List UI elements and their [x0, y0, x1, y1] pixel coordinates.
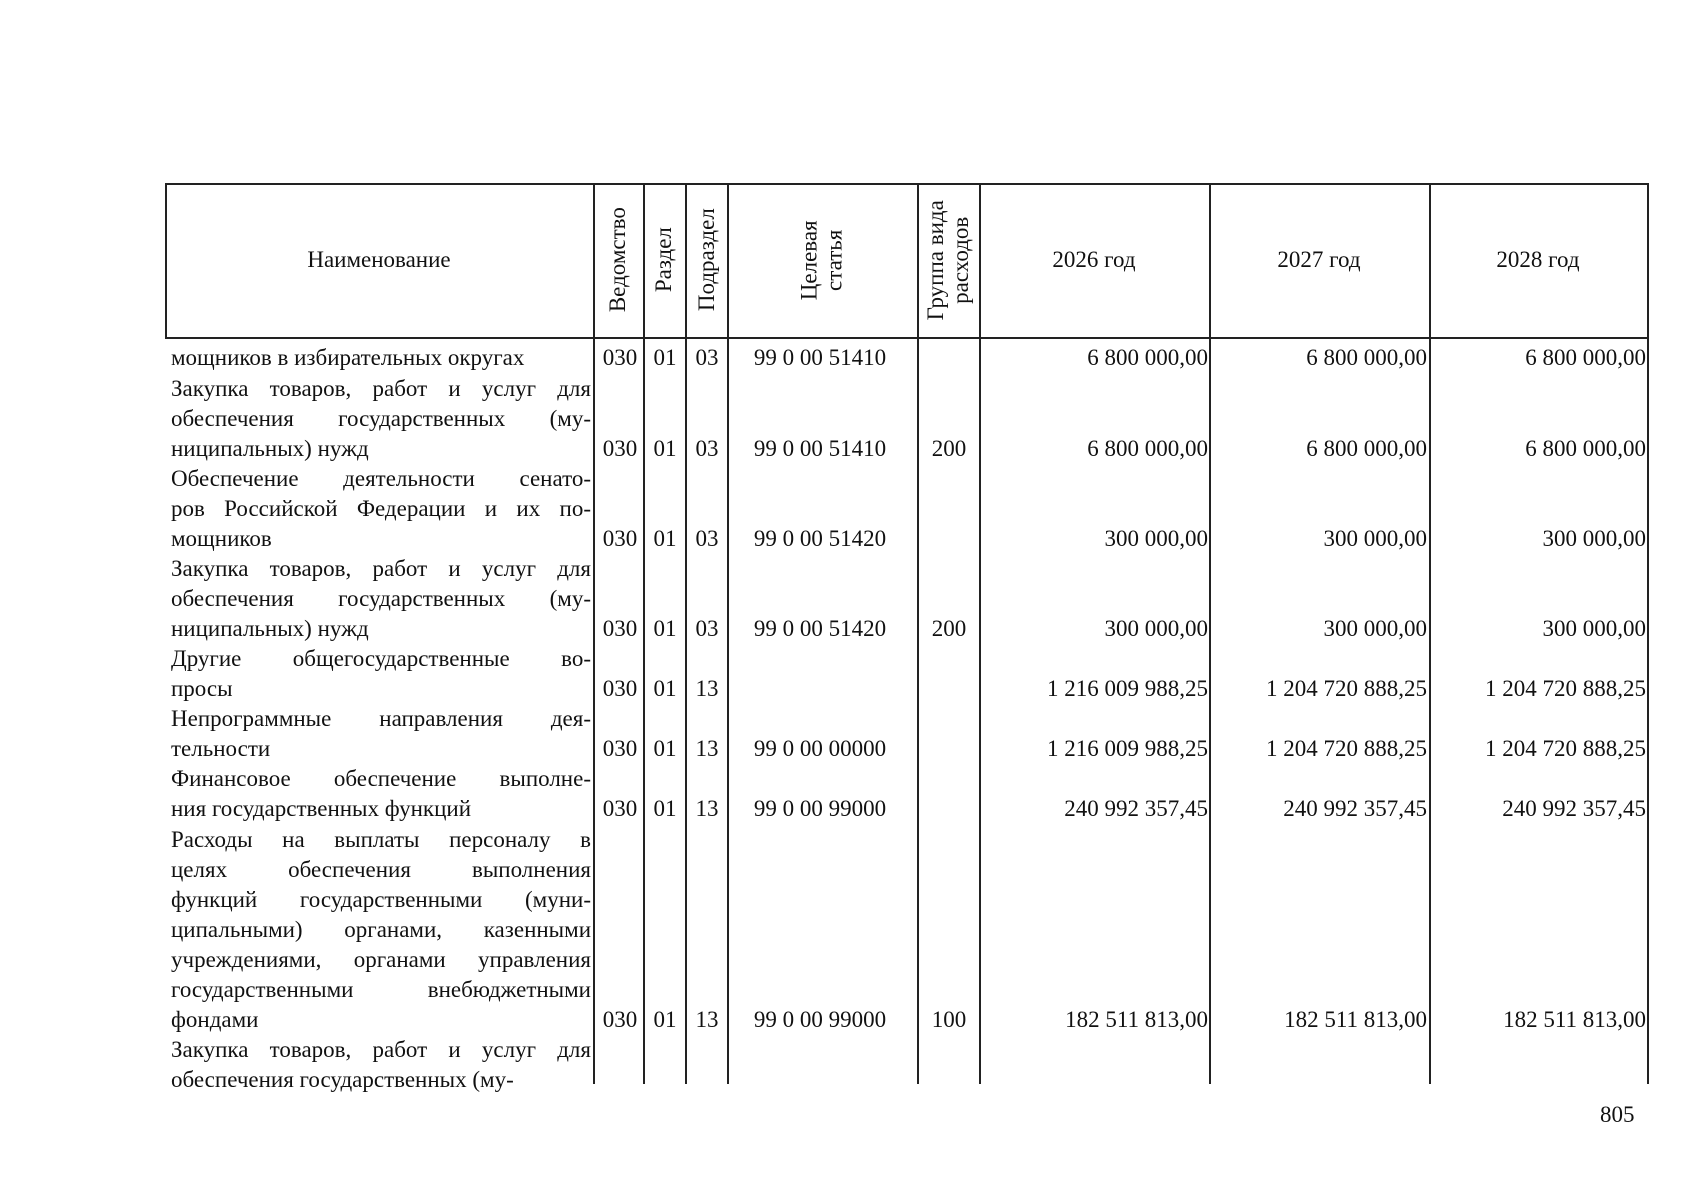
header-podrazdel-label: Подраздел	[693, 208, 719, 312]
row-amount-2026: 6 800 000,00	[1087, 436, 1208, 461]
row-name	[171, 644, 591, 704]
row-amount-2026: 300 000,00	[1104, 616, 1208, 641]
row-razdel: 01	[653, 436, 677, 461]
row-name-line: Обеспечение деятельности сенато-	[171, 466, 591, 491]
row-podrazdel: 13	[695, 1007, 719, 1032]
row-amount-2028: 300 000,00	[1542, 616, 1646, 641]
table-row	[165, 374, 1648, 464]
row-podrazdel: 03	[695, 436, 719, 461]
row-amount-2027	[1209, 1065, 1427, 1095]
row-amount-2028: 182 511 813,00	[1503, 1007, 1646, 1032]
row-podrazdel: 13	[695, 736, 719, 761]
table-row	[165, 704, 1648, 764]
row-name-line: тельности	[171, 736, 271, 761]
row-name	[171, 1035, 591, 1095]
table-row	[165, 764, 1648, 824]
row-name-line: ципальными) органами, казенными	[171, 917, 591, 942]
row-vedomstvo: 030	[602, 526, 638, 551]
row-amount-2027: 6 800 000,00	[1306, 345, 1427, 370]
header-vedomstvo-wrap	[593, 183, 643, 337]
row-amount-2027: 6 800 000,00	[1306, 436, 1427, 461]
row-vedomstvo: 030	[602, 345, 638, 370]
row-razdel: 01	[653, 1007, 677, 1032]
row-name-line: ров Российской Федерации и их по-	[171, 496, 591, 521]
header-year-2027: 2027 год	[1277, 246, 1361, 272]
row-name	[171, 825, 591, 1035]
row-amount-2026	[983, 1065, 1208, 1095]
row-amount-2028	[1429, 1065, 1646, 1095]
row-podrazdel: 13	[695, 796, 719, 821]
row-name-line: государственными внебюджетными	[171, 977, 591, 1002]
row-amount-2028: 300 000,00	[1542, 526, 1646, 551]
header-gruppa-line1: Группа вида	[922, 199, 948, 321]
row-celevaya-statya: 99 0 00 51420	[753, 616, 887, 641]
row-name-line: ниципальных) нужд	[171, 616, 369, 641]
row-gruppa-vida	[921, 674, 977, 704]
table-row	[165, 554, 1648, 644]
header-celevaya-wrap	[727, 183, 917, 337]
row-amount-2027: 240 992 357,45	[1283, 796, 1427, 821]
row-vedomstvo: 030	[602, 1007, 638, 1032]
row-name-line: функций государственными (муни-	[171, 887, 591, 912]
row-name-line: обеспечения государственных (му-	[171, 406, 591, 431]
row-podrazdel: 03	[695, 616, 719, 641]
header-celevaya-line2: статья	[821, 229, 847, 291]
row-name-line: Расходы на выплаты персоналу в	[171, 827, 591, 852]
row-gruppa-vida: 200	[931, 436, 967, 461]
header-vedomstvo-label: Ведомство	[605, 207, 631, 313]
row-podrazdel: 13	[695, 676, 719, 701]
row-podrazdel: 03	[695, 345, 719, 370]
row-name-line: Закупка товаров, работ и услуг для	[171, 376, 591, 401]
row-celevaya-statya	[730, 1065, 910, 1095]
row-celevaya-statya: 99 0 00 51420	[753, 526, 887, 551]
row-name-line: мощников в избирательных округах	[171, 345, 525, 370]
row-razdel: 01	[653, 616, 677, 641]
row-amount-2028: 1 204 720 888,25	[1485, 676, 1646, 701]
row-razdel: 01	[653, 736, 677, 761]
row-amount-2027: 182 511 813,00	[1284, 1007, 1427, 1032]
row-amount-2026: 300 000,00	[1104, 526, 1208, 551]
row-podrazdel	[687, 1065, 727, 1095]
row-name-line: целях обеспечения выполнения	[171, 857, 591, 882]
row-razdel: 01	[653, 526, 677, 551]
row-amount-2028: 6 800 000,00	[1525, 436, 1646, 461]
row-name	[171, 704, 591, 764]
row-amount-2026: 6 800 000,00	[1087, 345, 1208, 370]
row-name-line: просы	[171, 676, 233, 701]
header-name: Наименование	[307, 246, 451, 272]
header-razdel-label: Раздел	[651, 227, 677, 293]
row-amount-2026: 1 216 009 988,25	[1047, 676, 1208, 701]
row-celevaya-statya	[730, 674, 910, 704]
row-amount-2026: 1 216 009 988,25	[1047, 736, 1208, 761]
row-celevaya-statya: 99 0 00 00000	[753, 736, 887, 761]
table-row	[165, 825, 1648, 1035]
row-vedomstvo: 030	[602, 796, 638, 821]
row-celevaya-statya: 99 0 00 99000	[753, 796, 887, 821]
row-gruppa-vida: 200	[931, 616, 967, 641]
row-name	[171, 764, 591, 824]
row-gruppa-vida: 100	[931, 1007, 967, 1032]
row-name-line: ния государственных функций	[171, 796, 471, 821]
row-amount-2028: 1 204 720 888,25	[1485, 736, 1646, 761]
header-bottom-border	[165, 337, 1648, 339]
table-row	[165, 644, 1648, 704]
row-gruppa-vida	[921, 1065, 977, 1095]
row-name-line: мощников	[171, 526, 272, 551]
header-razdel-wrap	[643, 183, 685, 337]
header-gruppa-line2: расходов	[948, 216, 974, 304]
row-name	[171, 464, 591, 554]
row-name-line: Другие общегосударственные во-	[171, 646, 591, 671]
row-name-line: учреждениями, органами управления	[171, 947, 591, 972]
row-name-line: фондами	[171, 1007, 259, 1032]
row-vedomstvo: 030	[602, 736, 638, 761]
row-name-line: Закупка товаров, работ и услуг для	[171, 556, 591, 581]
header-podrazdel-wrap	[685, 183, 727, 337]
row-amount-2027: 1 204 720 888,25	[1266, 736, 1427, 761]
budget-table	[165, 183, 1648, 1092]
table-row	[165, 343, 1648, 373]
row-name-line: Закупка товаров, работ и услуг для	[171, 1037, 591, 1062]
row-gruppa-vida	[921, 734, 977, 764]
row-amount-2026: 182 511 813,00	[1065, 1007, 1208, 1032]
row-razdel	[645, 1065, 685, 1095]
row-amount-2027: 300 000,00	[1323, 526, 1427, 551]
row-amount-2028: 6 800 000,00	[1525, 345, 1646, 370]
row-amount-2028: 240 992 357,45	[1502, 796, 1646, 821]
table-row	[165, 1035, 1648, 1095]
row-name	[171, 554, 591, 644]
row-amount-2026: 240 992 357,45	[1064, 796, 1208, 821]
header-gruppa-wrap	[917, 183, 979, 337]
row-name	[171, 374, 591, 464]
row-celevaya-statya: 99 0 00 51410	[753, 345, 887, 370]
row-vedomstvo: 030	[602, 436, 638, 461]
table-row	[165, 464, 1648, 554]
row-vedomstvo	[598, 1065, 642, 1095]
header-year-2028: 2028 год	[1496, 246, 1580, 272]
row-name-line: обеспечения государственных (му-	[171, 586, 591, 611]
row-gruppa-vida	[921, 794, 977, 824]
row-gruppa-vida	[921, 524, 977, 554]
row-name-line: Непрограммные направления дея-	[171, 706, 591, 731]
row-razdel: 01	[653, 345, 677, 370]
row-gruppa-vida	[921, 343, 977, 373]
header-celevaya-line1: Целевая	[796, 220, 822, 300]
row-name	[171, 343, 591, 373]
header-year-2026: 2026 год	[1052, 246, 1136, 272]
row-celevaya-statya: 99 0 00 51410	[753, 436, 887, 461]
row-name-line: Финансовое обеспечение выполне-	[171, 766, 591, 791]
row-celevaya-statya: 99 0 00 99000	[753, 1007, 887, 1032]
row-razdel: 01	[653, 796, 677, 821]
row-amount-2027: 300 000,00	[1323, 616, 1427, 641]
page-number: 805	[1600, 1102, 1635, 1127]
row-vedomstvo: 030	[602, 676, 638, 701]
row-podrazdel: 03	[695, 526, 719, 551]
row-amount-2027: 1 204 720 888,25	[1266, 676, 1427, 701]
row-razdel: 01	[653, 676, 677, 701]
row-name-line: обеспечения государственных (му-	[171, 1067, 514, 1092]
row-name-line: ниципальных) нужд	[171, 436, 369, 461]
row-vedomstvo: 030	[602, 616, 638, 641]
